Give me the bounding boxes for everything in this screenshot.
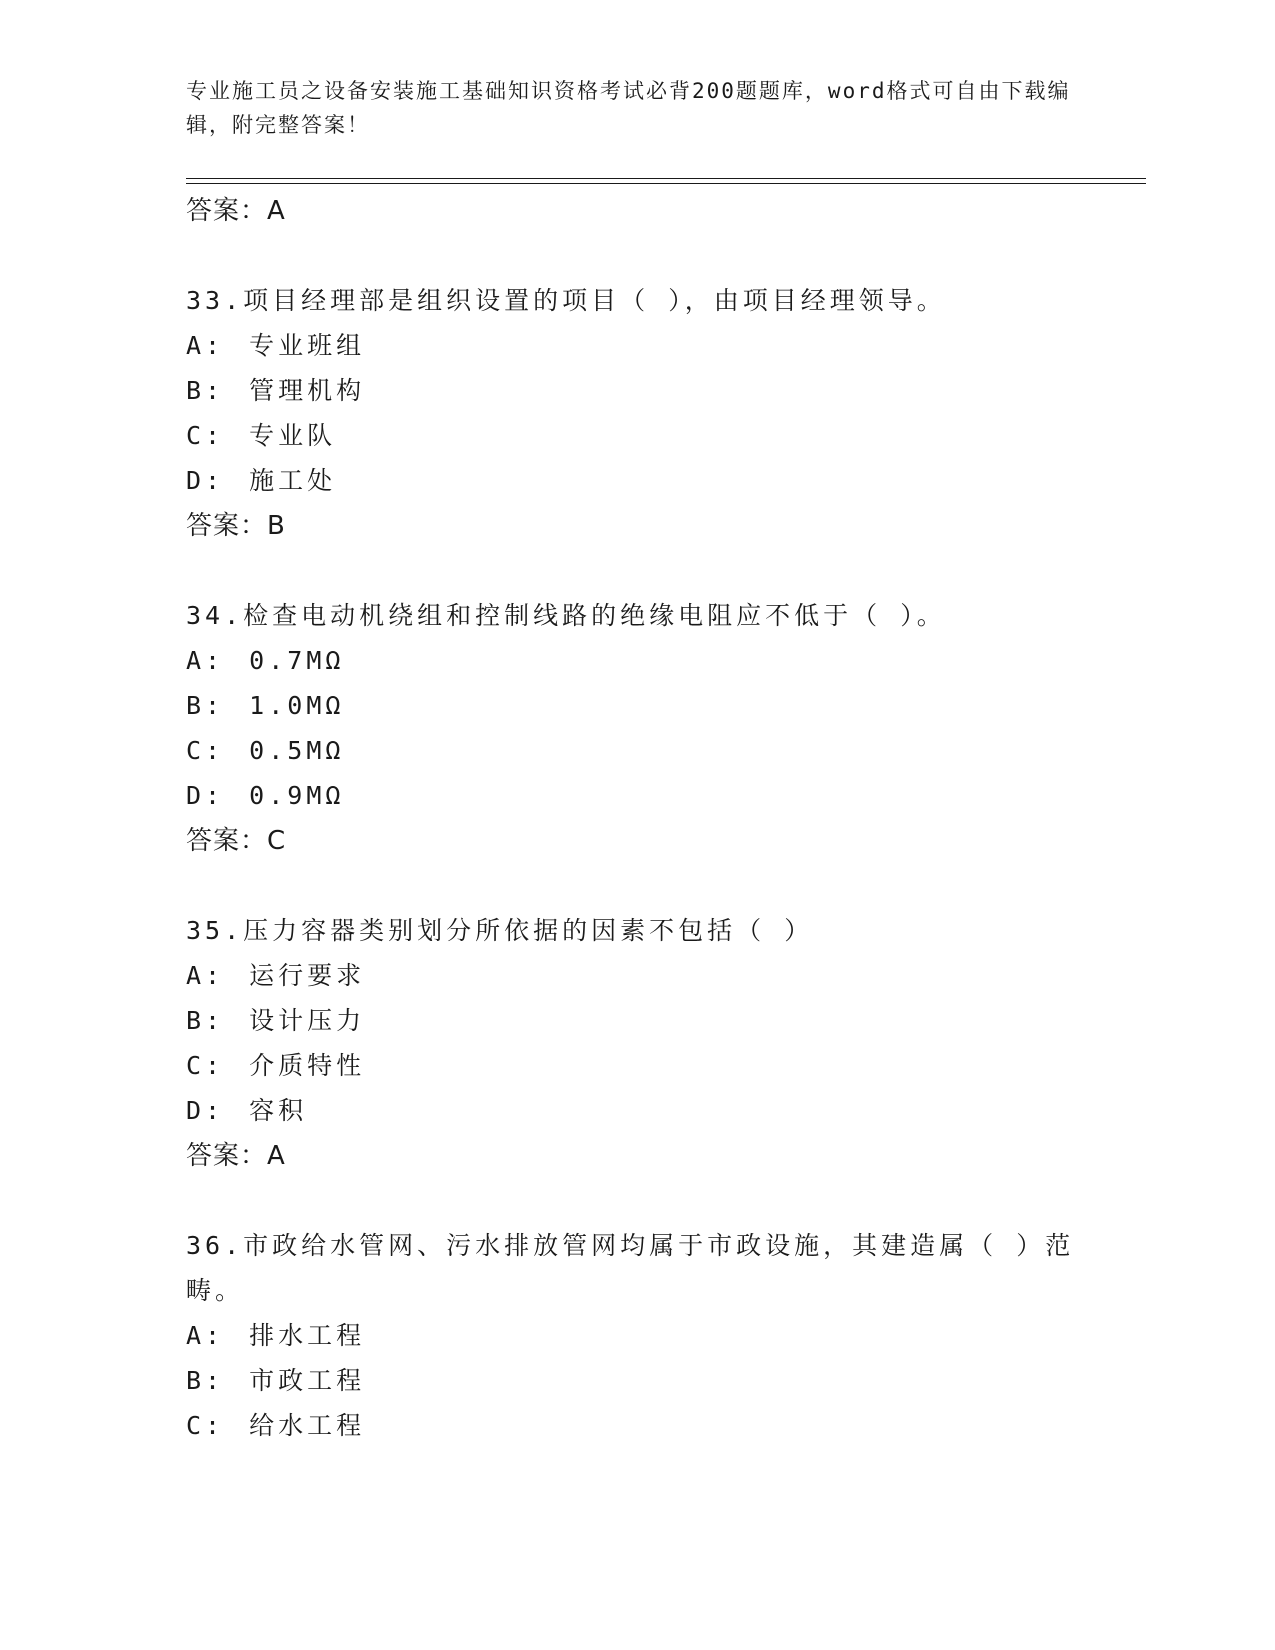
document-header: 专业施工员之设备安装施工基础知识资格考试必背200题题库，word格式可自由下载编辑，附完整答案！ [186,79,1071,137]
option-text: 介质特性 [249,1051,366,1080]
option-key: C: [186,1411,225,1440]
spacer [186,1179,1086,1223]
option-text: 专业班组 [249,331,366,360]
option-text: 管理机构 [249,376,366,405]
header-divider-bottom [186,183,1146,184]
option-key: A: [186,1321,225,1350]
answer-line: 答案：B [186,511,286,541]
option-a [186,1313,1086,1358]
option-key: C: [186,1051,225,1080]
option-key: B: [186,376,225,405]
option-key: D: [186,466,225,495]
option-text: 1.0MΩ [249,691,345,720]
option-key: C: [186,421,225,450]
option-a [186,638,1086,683]
option-c [186,728,1086,773]
question-stem: 34.检查电动机绕组和控制线路的绝缘电阻应不低于（ ）。 [186,601,946,630]
option-text: 0.7MΩ [249,646,345,675]
spacer [186,234,1086,278]
answer-line: 答案：A [186,196,286,226]
option-c [186,1043,1086,1088]
option-text: 排水工程 [249,1321,366,1350]
answer-line: 答案：A [186,1141,286,1171]
option-d [186,773,1086,818]
spacer [186,864,1086,908]
option-key: D: [186,781,225,810]
option-c [186,1403,1086,1448]
question-stem: 35.压力容器类别划分所依据的因素不包括（ ） [186,916,814,945]
option-key: B: [186,1366,225,1395]
option-key: B: [186,1006,225,1035]
option-b [186,368,1086,413]
answer-line: 答案：C [186,826,287,856]
option-key: C: [186,736,225,765]
question-list [186,188,1086,1448]
option-key: A: [186,646,225,675]
option-text: 设计压力 [249,1006,366,1035]
option-d [186,1088,1086,1133]
option-c [186,413,1086,458]
option-b [186,683,1086,728]
header-divider-top [186,178,1146,179]
option-text: 容积 [249,1096,308,1125]
option-key: D: [186,1096,225,1125]
option-d [186,458,1086,503]
option-text: 给水工程 [249,1411,366,1440]
option-text: 市政工程 [249,1366,366,1395]
option-a [186,953,1086,998]
question-stem: 36.市政给水管网、污水排放管网均属于市政设施，其建造属（ ）范畴。 [186,1231,1075,1305]
option-text: 运行要求 [249,961,366,990]
option-text: 专业队 [249,421,337,450]
option-text: 0.9MΩ [249,781,345,810]
option-key: A: [186,331,225,360]
option-b [186,1358,1086,1403]
spacer [186,549,1086,593]
option-key: A: [186,961,225,990]
question-stem: 33.项目经理部是组织设置的项目（ ），由项目经理领导。 [186,286,946,315]
option-text: 施工处 [249,466,337,495]
option-b [186,998,1086,1043]
option-text: 0.5MΩ [249,736,345,765]
option-a [186,323,1086,368]
option-key: B: [186,691,225,720]
